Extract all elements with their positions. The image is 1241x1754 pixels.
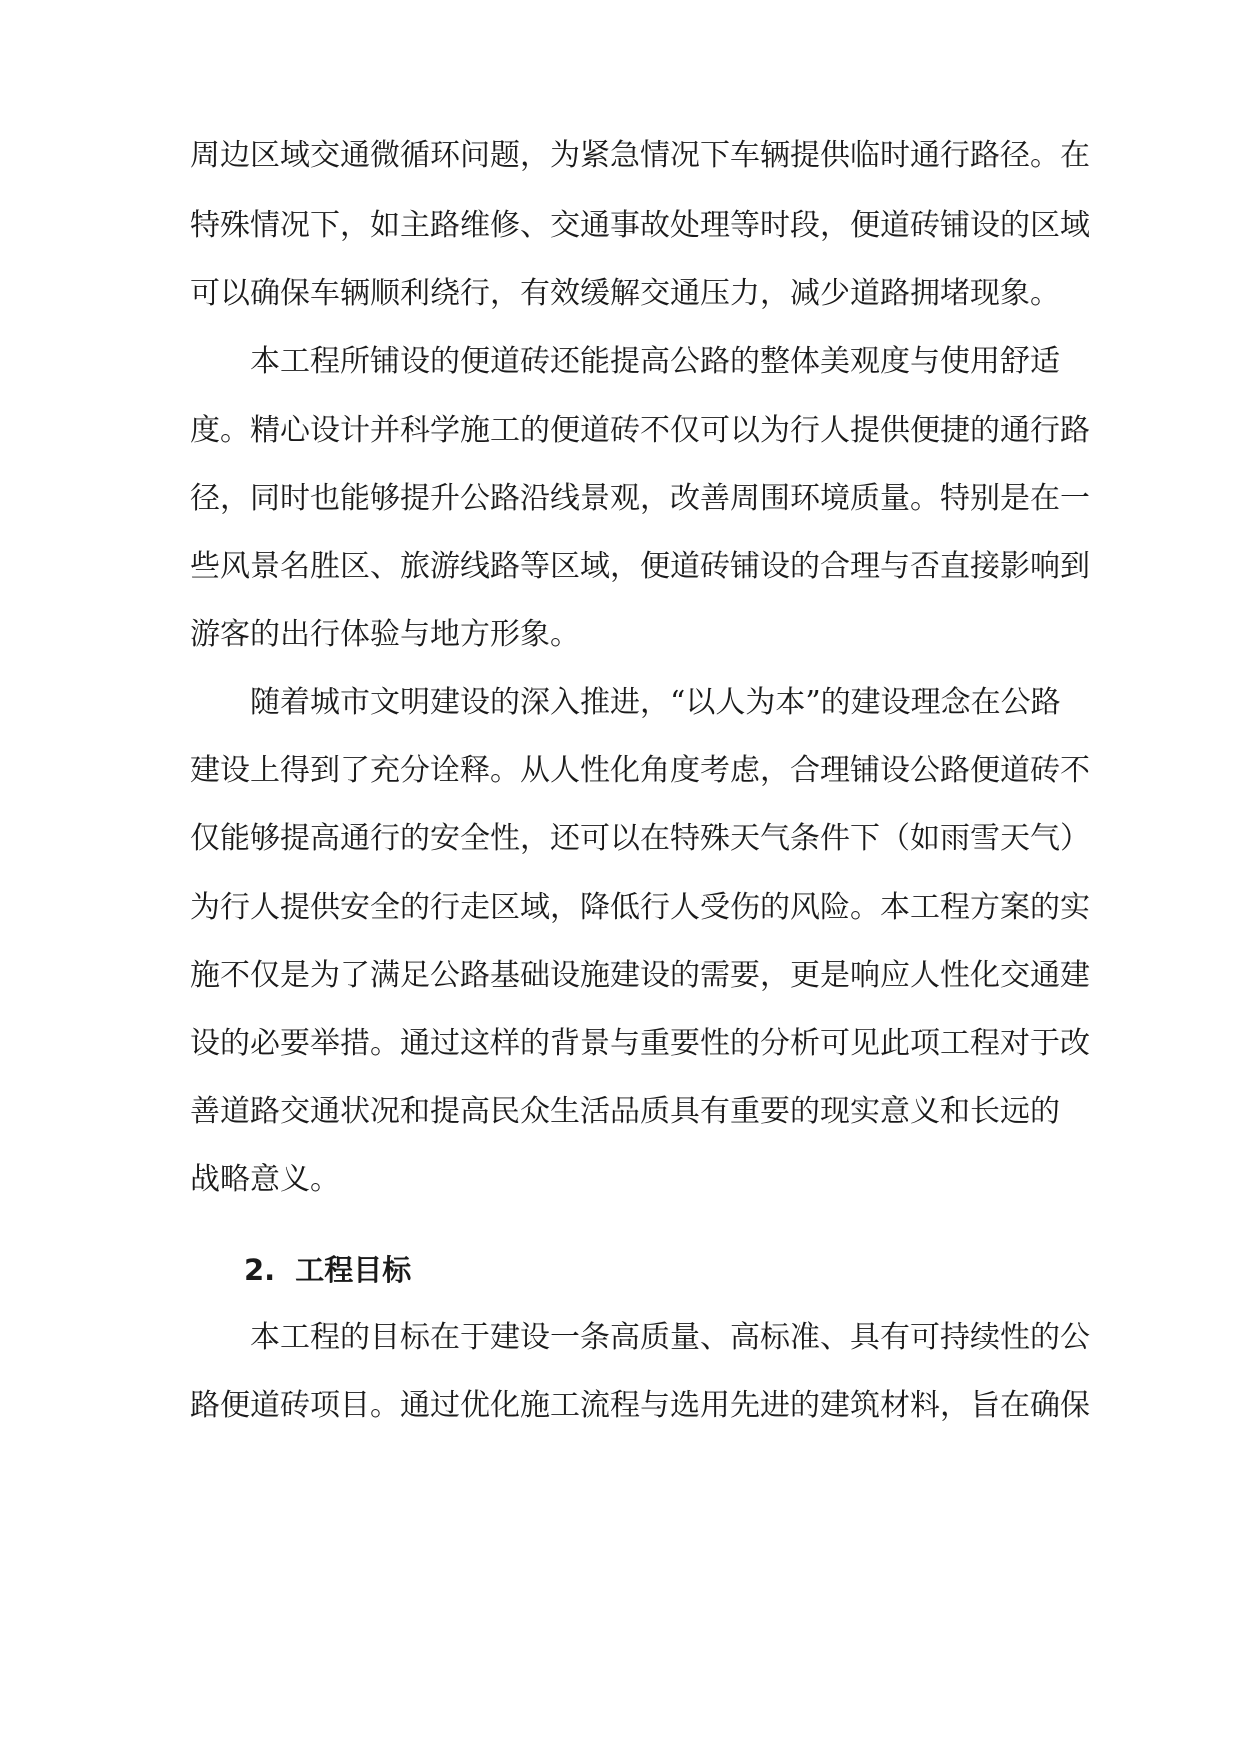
paragraph-3-line-3: 仅能够提高通行的安全性，还可以在特殊天气条件下（如雨雪天气） — [190, 821, 1090, 856]
paragraph-2-line-1: 本工程所铺设的便道砖还能提高公路的整体美观度与使用舒适 — [190, 344, 1060, 379]
paragraph-3-line-4: 为行人提供安全的行走区域，降低行人受伤的风险。本工程方案的实 — [190, 890, 1090, 925]
paragraph-3-line-8: 战略意义。 — [190, 1162, 340, 1197]
section-title: 工程目标 — [295, 1253, 412, 1287]
section-paragraph-line-2: 路便道砖项目。通过优化施工流程与选用先进的建筑材料，旨在确保 — [190, 1388, 1090, 1423]
paragraph-1-line-1: 周边区域交通微循环问题，为紧急情况下车辆提供临时通行路径。在 — [190, 138, 1090, 173]
section-number: 2. — [244, 1253, 276, 1287]
paragraph-1-line-2: 特殊情况下，如主路维修、交通事故处理等时段，便道砖铺设的区域 — [190, 208, 1090, 243]
paragraph-2-line-2: 度。精心设计并科学施工的便道砖不仅可以为行人提供便捷的通行路 — [190, 413, 1090, 448]
section-heading — [244, 1250, 411, 1290]
section-paragraph-line-1: 本工程的目标在于建设一条高质量、高标准、具有可持续性的公 — [190, 1320, 1090, 1355]
paragraph-3-line-6: 设的必要举措。通过这样的背景与重要性的分析可见此项工程对于改 — [190, 1026, 1090, 1061]
paragraph-3-line-1: 随着城市文明建设的深入推进，“以人为本”的建设理念在公路 — [190, 685, 1061, 720]
paragraph-3-line-7: 善道路交通状况和提高民众生活品质具有重要的现实意义和长远的 — [190, 1094, 1060, 1129]
paragraph-1-line-3: 可以确保车辆顺利绕行，有效缓解交通压力，减少道路拥堵现象。 — [190, 276, 1060, 311]
paragraph-2-line-5: 游客的出行体验与地方形象。 — [190, 617, 580, 652]
paragraph-2-line-4: 些风景名胜区、旅游线路等区域，便道砖铺设的合理与否直接影响到 — [190, 549, 1090, 584]
paragraph-3-line-2: 建设上得到了充分诠释。从人性化角度考虑，合理铺设公路便道砖不 — [190, 753, 1090, 788]
paragraph-3-line-5: 施不仅是为了满足公路基础设施建设的需要，更是响应人性化交通建 — [190, 958, 1090, 993]
paragraph-2-line-3: 径，同时也能够提升公路沿线景观，改善周围环境质量。特别是在一 — [190, 481, 1090, 516]
